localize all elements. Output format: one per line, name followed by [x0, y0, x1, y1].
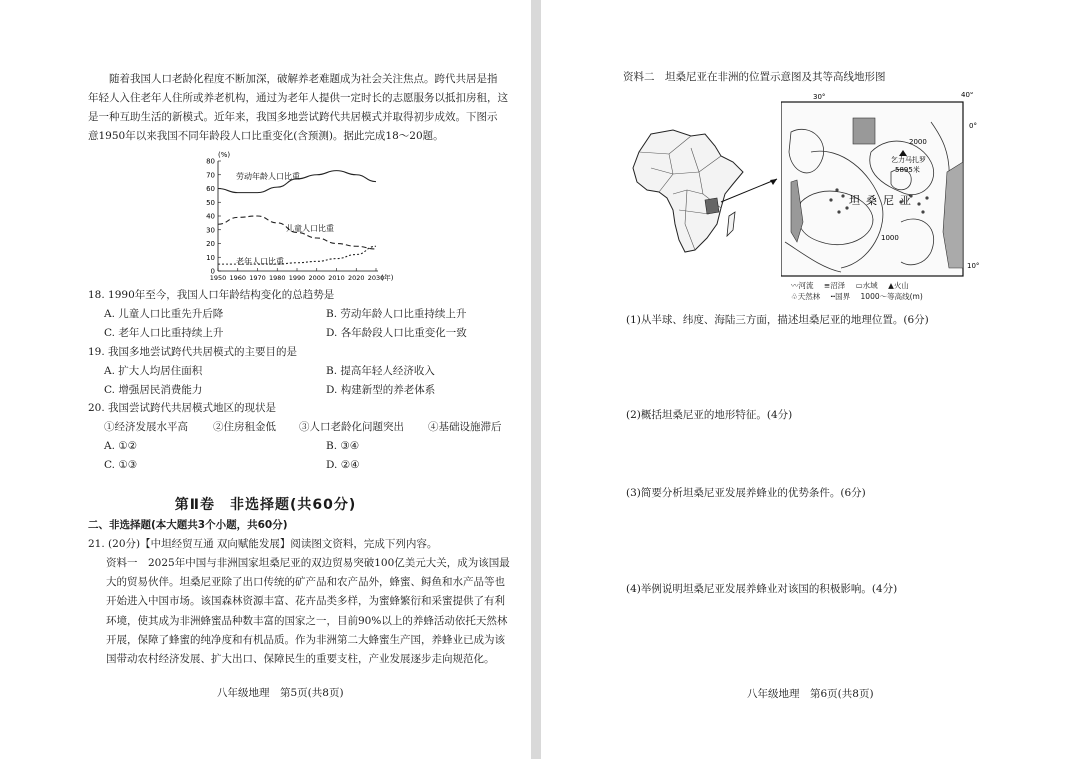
q20-option-b[interactable]: B. ③④ [326, 440, 360, 452]
legend-swamp: 沼泽 [830, 281, 846, 290]
x-tick-label: 2030 [367, 274, 385, 282]
material-one-line: 资料一 2025年中国与非洲国家坦桑尼亚的双边贸易突破100亿美元大关，成为该国最 [106, 557, 510, 569]
y-tick-label: 10 [206, 253, 215, 262]
legend-volcano: 火山 [893, 281, 909, 290]
section-ii-title: 第Ⅱ卷 非选择题(共60分) [174, 497, 357, 513]
q20-option-a[interactable]: A. ①② [104, 440, 138, 452]
material-one-line: 开展，保障了蜂蜜的纯净度和有机品质。作为非洲第二大蜂蜜生产国，养蜂业已成为该 [106, 633, 505, 646]
madagascar [727, 212, 735, 236]
swamp-icon: ≡ [823, 281, 831, 290]
page-footer-right: 八年级地理 第6页(共8页) [747, 688, 874, 700]
exam-page-6 [541, 0, 1080, 759]
river-icon: 〰 [791, 281, 799, 290]
x-tick-label: 2020 [347, 274, 365, 282]
legend-water: 水域 [862, 281, 878, 290]
x-tick-label: 1970 [249, 274, 266, 282]
q18-option-a[interactable]: A. 儿童人口比重先升后降 [104, 308, 224, 320]
x-tick-label: 2000 [308, 274, 326, 282]
intro-line: 是一种互助生活的新模式。近年来，我国多地尝试跨代共居模式并取得初步成效。下图示 [88, 111, 498, 124]
lat-label-10: 10° [967, 262, 980, 270]
intro-paragraph-cont [88, 89, 512, 147]
volcano-icon: ▲ [888, 281, 894, 290]
lon-label-30: 30° [813, 93, 826, 101]
y-tick-label: 20 [206, 240, 215, 248]
forest-icon: ♧ [791, 292, 798, 301]
contour-label-1000: 1000 [881, 234, 899, 242]
q20-option-c[interactable]: C. ①③ [104, 459, 138, 471]
series-label-working-age: 劳动年龄人口比重 [236, 172, 300, 181]
q20-item-1: ①经济发展水平高 [104, 421, 188, 433]
peak-height-label: 5895米 [895, 166, 920, 174]
y-tick-label: 50 [206, 198, 215, 207]
x-tick-label: 1980 [268, 274, 286, 282]
water-icon: ▭ [855, 281, 863, 290]
q20-item-4: ④基础设施滞后 [428, 421, 502, 433]
tanzania-contour-map [781, 92, 981, 304]
q19-option-a[interactable]: A. 扩大人均居住面积 [104, 365, 203, 377]
question-21-1: (1)从半球、纬度、海陆三方面，描述坦桑尼亚的地理位置。(6分) [626, 314, 929, 326]
q18-option-b[interactable]: B. 劳动年龄人口比重持续上升 [326, 308, 467, 320]
question-21-3: (3)简要分析坦桑尼亚发展养蜂业的优势条件。(6分) [626, 487, 866, 499]
material-one-line: 大的贸易伙伴。坦桑尼亚除了出口传统的矿产品和农产品外，蜂蜜、鲟鱼和水产品等也 [106, 576, 505, 589]
y-tick-label: 70 [206, 171, 215, 180]
question-21-2: (2)概括坦桑尼亚的地形特征。(4分) [626, 409, 793, 421]
legend-contour: 1000～等高线(m) [860, 292, 923, 301]
intro-line: 年轻人入住老年人住所或养老机构，通过为老年人提供一定时长的志愿服务以抵扣房租，这 [88, 92, 508, 104]
y-tick-label: 40 [206, 212, 215, 221]
population-structure-chart [190, 147, 415, 287]
section-ii-subtitle: 二、非选择题(本大题共3个小题，共60分) [88, 519, 288, 531]
border-icon: ┅ [830, 292, 836, 301]
question-21-4: (4)举例说明坦桑尼亚发展养蜂业对该国的积极影响。(4分) [626, 583, 898, 595]
legend-river: 河流 [798, 281, 814, 290]
intro-paragraph [88, 70, 512, 89]
legend-border: 国界 [835, 292, 851, 301]
intro-line: 随着我国人口老龄化程度不断加深，破解养老难题成为社会关注焦点。跨代共居是指 [109, 73, 498, 85]
lon-label-40: 40° [961, 92, 974, 99]
intro-line: 意1950年以来我国不同年龄段人口比重变化(含预测)。据此完成18～20题。 [88, 130, 444, 143]
q18-option-c[interactable]: C. 老年人口比重持续上升 [104, 327, 224, 339]
x-tick-label: 1990 [288, 274, 306, 282]
y-tick-label: 0 [210, 267, 215, 276]
lake-victoria [853, 118, 875, 144]
material-two-title: 资料二 坦桑尼亚在非洲的位置示意图及其等高线地形图 [623, 71, 886, 83]
x-tick-label: 1950 [209, 274, 227, 282]
q19-stem: 19. 我国多地尝试跨代共居模式的主要目的是 [88, 346, 298, 358]
q19-option-b[interactable]: B. 提高年轻人经济收入 [326, 365, 435, 377]
material-one-line: 环境，使其成为非洲蜂蜜品种数丰富的国家之一，目前90%以上的养蜂活动依托天然林 [106, 614, 508, 627]
q20-item-2: ②住房租金低 [213, 421, 276, 433]
exam-page-5 [0, 0, 531, 759]
tanzania-highlight [705, 198, 719, 214]
q18-stem: 18. 1990年至今，我国人口年龄结构变化的总趋势是 [88, 289, 335, 301]
map-legend [791, 280, 991, 302]
series-label-elderly: 老年人口比重 [236, 257, 284, 266]
legend-forest: 天然林 [797, 292, 821, 301]
y-unit-label: (%) [218, 151, 231, 159]
peak-name-label: 乞力马扎罗 [891, 156, 926, 164]
lat-label-0: 0° [969, 122, 977, 130]
q20-stem: 20. 我国尝试跨代共居模式地区的现状是 [88, 402, 277, 414]
page-footer-left: 八年级地理 第5页(共8页) [217, 687, 344, 699]
country-name-label: 坦桑尼亚 [849, 194, 917, 207]
series-label-children: 儿童人口比重 [286, 224, 334, 233]
y-tick-label: 30 [206, 226, 215, 235]
q20-option-d[interactable]: D. ②④ [326, 459, 360, 471]
x-tick-label: 2010 [328, 274, 345, 282]
locator-arrow [719, 175, 781, 205]
y-tick-label: 80 [206, 157, 215, 166]
q19-option-d[interactable]: D. 构建新型的养老体系 [326, 384, 436, 396]
q19-option-c[interactable]: C. 增强居民消费能力 [104, 384, 203, 396]
material-one [88, 554, 512, 669]
y-tick-label: 60 [206, 185, 215, 193]
q21-stem: 21. (20分)【中坦经贸互通 双向赋能发展】阅读图文资料，完成下列内容。 [88, 538, 438, 550]
q18-option-d[interactable]: D. 各年龄段人口比重变化一致 [326, 327, 467, 339]
material-one-line: 国带动农村经济发展、扩大出口、保障民生的重要支柱，产业发展逐步走向规范化。 [106, 653, 495, 666]
contour-label-2000: 2000 [909, 138, 927, 146]
x-tick-label: 1960 [229, 274, 247, 282]
q20-item-3: ③人口老龄化问题突出 [299, 421, 404, 433]
material-one-line: 开始进入中国市场。该国森林资源丰富、花卉品类多样，为蜜蜂繁衍和采蜜提供了有利 [106, 595, 505, 608]
x-axis-unit-label: (年) [381, 274, 394, 282]
